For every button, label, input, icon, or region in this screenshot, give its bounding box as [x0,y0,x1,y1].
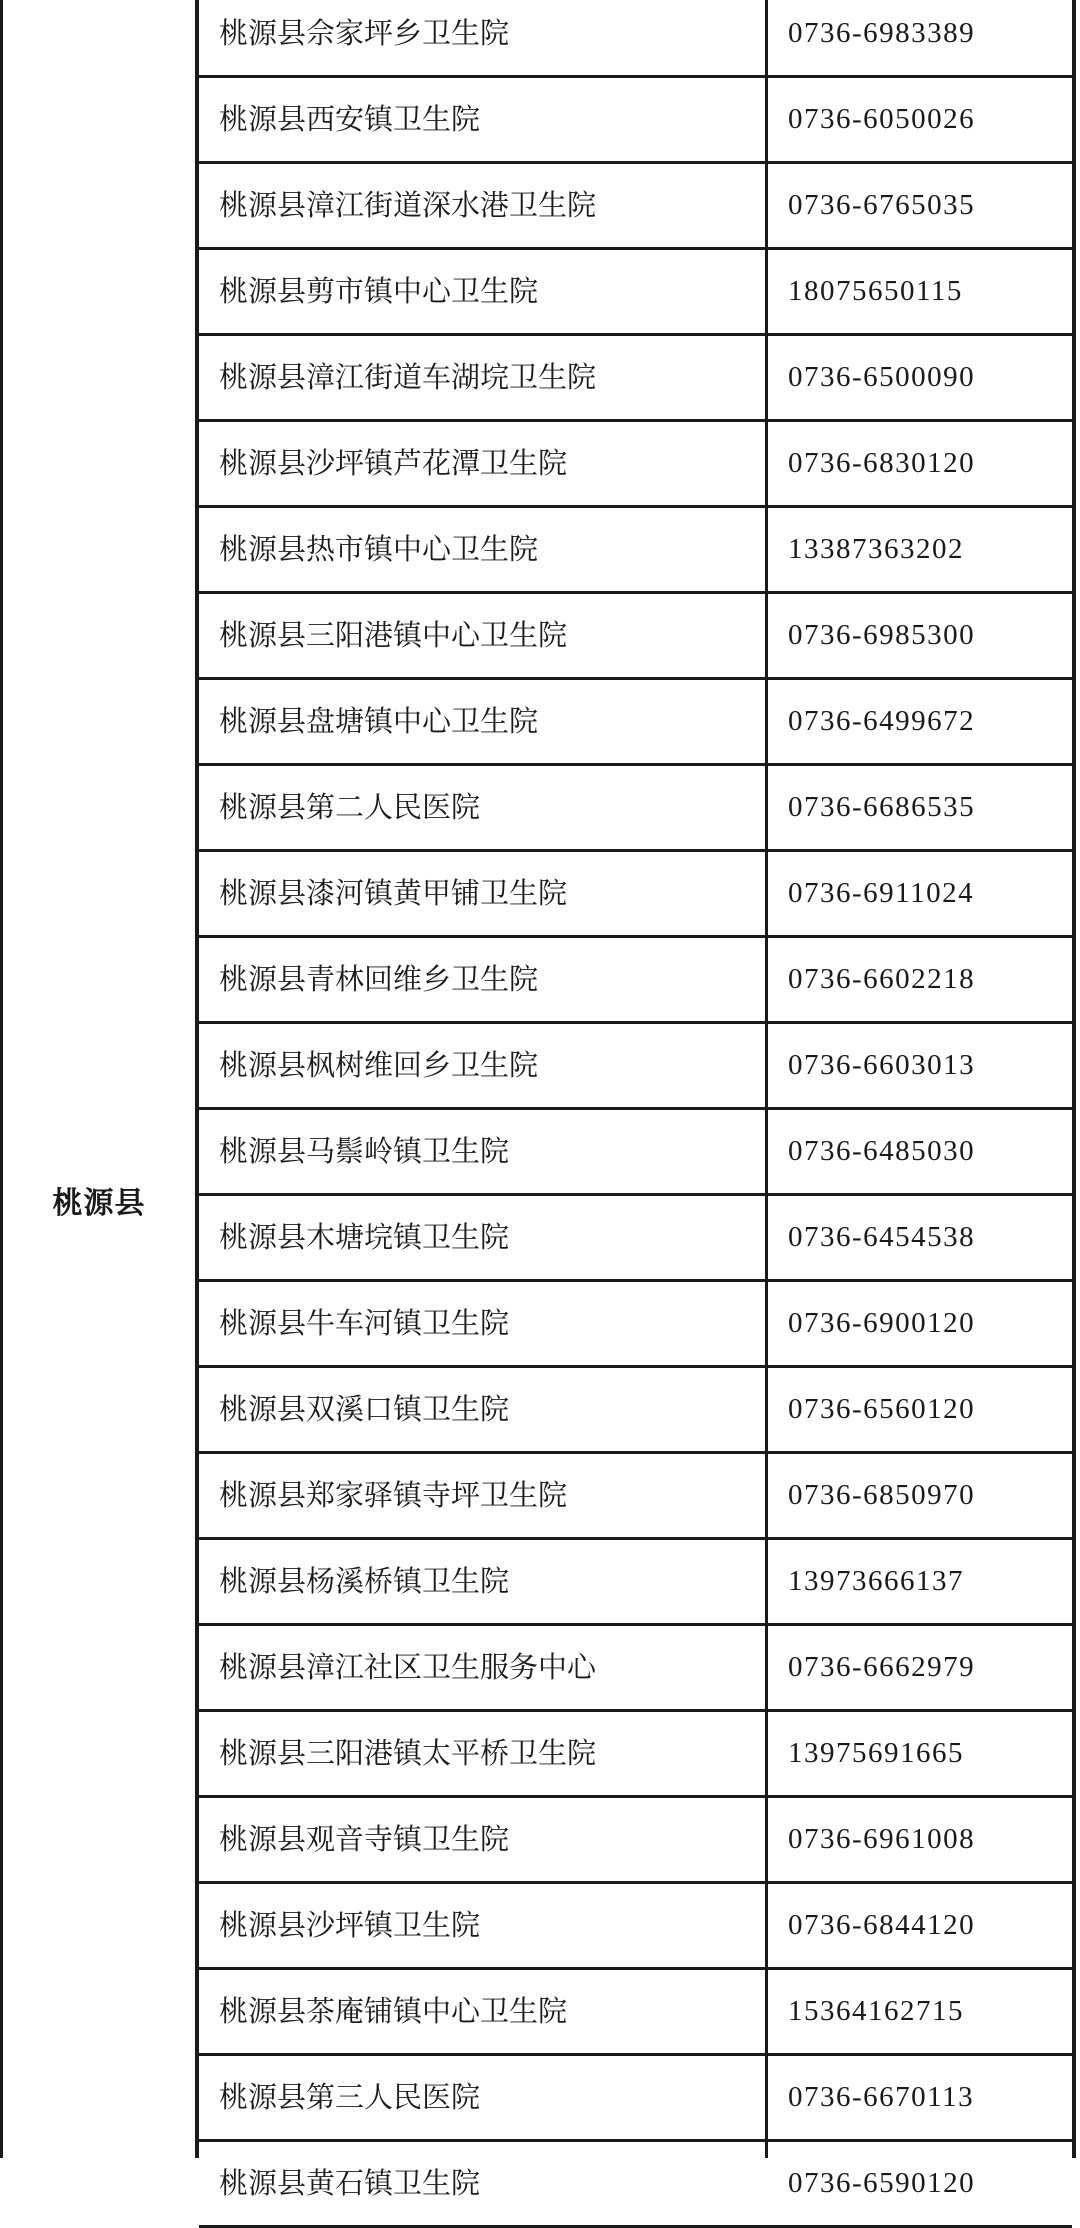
hospital-name: 桃源县第三人民医院 [219,2080,481,2114]
hospital-name: 桃源县剪市镇中心卫生院 [219,274,539,308]
hospital-name: 桃源县西安镇卫生院 [219,102,481,136]
table-row [199,1626,1072,1712]
hospital-name: 桃源县青林回维乡卫生院 [219,962,539,996]
table-row [199,1540,1072,1626]
hospital-name: 桃源县第二人民医院 [219,790,481,824]
hospital-name: 桃源县沙坪镇卫生院 [219,1908,481,1942]
table-row [199,938,1072,1024]
hospital-phone: 0736-6830120 [788,447,976,479]
hospital-phone: 0736-6560120 [788,1393,976,1425]
hospital-phone: 0736-6499672 [788,705,976,737]
hospital-rows [199,0,1072,2200]
hospital-phone: 0736-6050026 [788,103,976,135]
hospital-name: 桃源县观音寺镇卫生院 [219,1822,510,1856]
hospital-phone: 0736-6500090 [788,361,976,393]
hospital-name: 桃源县三阳港镇中心卫生院 [219,618,568,652]
hospital-name: 桃源县漆河镇黄甲铺卫生院 [219,876,568,910]
hospital-phone: 0736-6603013 [788,1049,976,1081]
hospital-name: 桃源县漳江社区卫生服务中心 [219,1650,597,1684]
hospital-phone: 0736-6670113 [788,2081,975,2113]
table-row [199,336,1072,422]
hospital-name: 桃源县漳江街道车湖垸卫生院 [219,360,597,394]
hospital-phone: 15364162715 [788,1995,964,2027]
hospital-phone: 0736-6900120 [788,1307,976,1339]
hospital-phone: 0736-6602218 [788,963,976,995]
table-row [199,1110,1072,1196]
table-right-border [1072,0,1076,2158]
table-row [199,1884,1072,1970]
table-row [199,594,1072,680]
hospital-name: 桃源县双溪口镇卫生院 [219,1392,510,1426]
hospital-name: 桃源县沙坪镇芦花潭卫生院 [219,446,568,480]
table-row [199,78,1072,164]
table-row [199,2056,1072,2142]
hospital-name: 桃源县三阳港镇太平桥卫生院 [219,1736,597,1770]
hospital-phone: 13975691665 [788,1737,964,1769]
hospital-name: 桃源县枫树维回乡卫生院 [219,1048,539,1082]
table-row [199,680,1072,766]
hospital-phone: 0736-6590120 [788,2167,976,2199]
hospital-name: 桃源县漳江街道深水港卫生院 [219,188,597,222]
table-row [199,1712,1072,1798]
table-row [199,1798,1072,1884]
table-row [199,164,1072,250]
hospital-name: 桃源县茶庵铺镇中心卫生院 [219,1994,568,2028]
hospital-phone: 0736-6983389 [788,17,976,49]
hospital-phone: 0736-6844120 [788,1909,976,1941]
hospital-name: 桃源县杨溪桥镇卫生院 [219,1564,510,1598]
hospital-name: 桃源县黄石镇卫生院 [219,2166,481,2200]
county-cell: 桃源县 [52,1186,146,1221]
hospital-name: 桃源县盘塘镇中心卫生院 [219,704,539,738]
table-row [199,2142,1072,2228]
hospital-name: 桃源县马鬃岭镇卫生院 [219,1134,510,1168]
hospital-phone: 0736-6911024 [788,877,975,909]
hospital-phone: 0736-6850970 [788,1479,976,1511]
table-row [199,1454,1072,1540]
table-row [199,1970,1072,2056]
hospital-name: 桃源县木塘垸镇卫生院 [219,1220,510,1254]
hospital-phone: 13973666137 [788,1565,964,1597]
table-row [199,422,1072,508]
hospital-phone: 0736-6765035 [788,189,976,221]
hospital-phone: 0736-6662979 [788,1651,976,1683]
hospital-name: 桃源县郑家驿镇寺坪卫生院 [219,1478,568,1512]
table-row [199,508,1072,594]
hospital-phone: 0736-6686535 [788,791,976,823]
hospital-name: 桃源县佘家坪乡卫生院 [219,16,510,50]
table-row [199,766,1072,852]
hospital-phone: 0736-6454538 [788,1221,976,1253]
table-row [199,250,1072,336]
table-row [199,852,1072,938]
table-row [199,1024,1072,1110]
table-left-border [0,0,3,2158]
hospital-name: 桃源县热市镇中心卫生院 [219,532,539,566]
hospital-name: 桃源县牛车河镇卫生院 [219,1306,510,1340]
table-row [199,1196,1072,1282]
hospital-phone: 0736-6961008 [788,1823,976,1855]
table-row [199,1368,1072,1454]
table-row [199,1282,1072,1368]
hospital-phone: 18075650115 [788,275,963,307]
hospital-phone: 0736-6485030 [788,1135,976,1167]
table-row [199,0,1072,78]
hospital-phone: 13387363202 [788,533,964,565]
hospital-phone: 0736-6985300 [788,619,976,651]
